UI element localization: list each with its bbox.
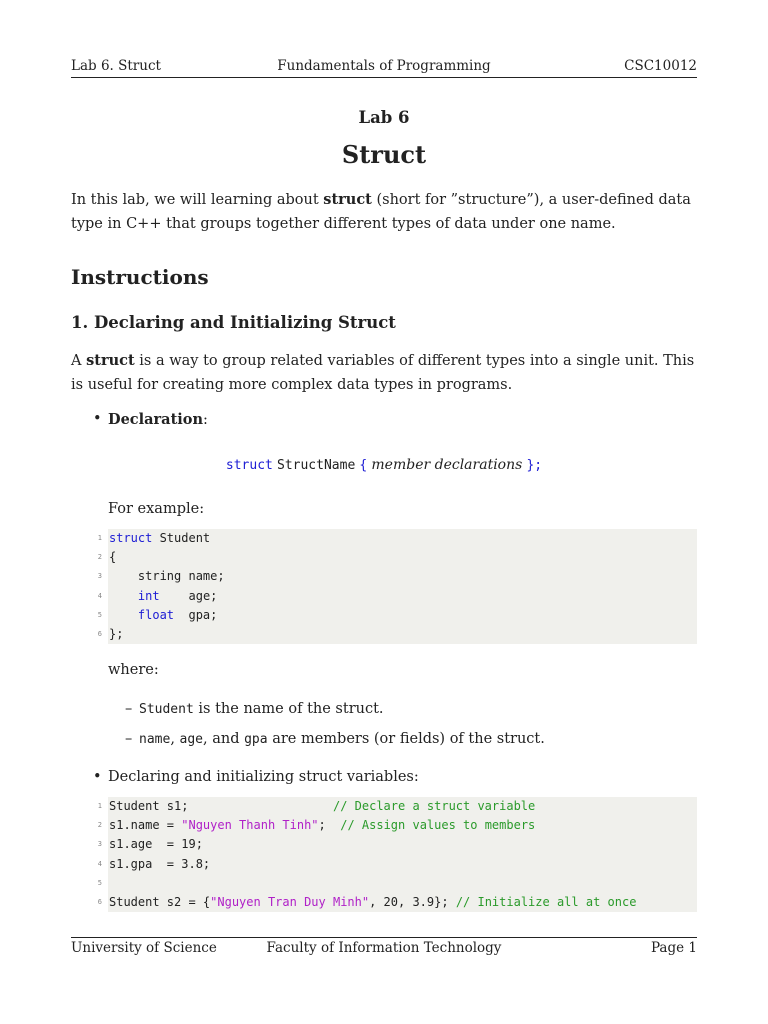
code-comment: // Assign values to members bbox=[340, 818, 536, 833]
line-number: 4 bbox=[97, 859, 102, 868]
footer-right: Page 1 bbox=[650, 940, 697, 956]
line-number: 1 bbox=[97, 534, 102, 542]
code-text: { bbox=[109, 550, 117, 565]
para-text-b: is a way to group related variables of different types into a single unit. This is useful for creating more complex data types in programs. bbox=[71, 353, 695, 393]
code-text: string name; bbox=[109, 569, 225, 584]
bullet-label: Declaration bbox=[108, 411, 203, 428]
section-heading: Instructions bbox=[71, 265, 209, 289]
lab-number: Lab 6 bbox=[358, 108, 410, 127]
code-age: age bbox=[179, 732, 204, 747]
para-text-a: A bbox=[71, 353, 87, 369]
code-block-struct-definition bbox=[97, 529, 697, 644]
code-line bbox=[97, 567, 697, 586]
line-number: 2 bbox=[97, 553, 102, 562]
code-line bbox=[97, 893, 697, 912]
code-student: Student bbox=[139, 702, 194, 717]
decl-close-brace: }; bbox=[526, 458, 543, 473]
code-text: age; bbox=[159, 588, 218, 603]
line-number: 3 bbox=[97, 840, 102, 849]
code-text: Student bbox=[152, 531, 211, 545]
code-text bbox=[109, 608, 138, 622]
bullet-text: Declaring and initializing struct variables: bbox=[108, 769, 419, 785]
code-text: s1.age = 19; bbox=[109, 837, 203, 852]
sep-comma: , bbox=[170, 731, 180, 747]
page-footer bbox=[71, 937, 697, 960]
code-comment: // Declare a struct variable bbox=[332, 799, 536, 813]
code-line bbox=[97, 587, 697, 606]
bullet-dot: • bbox=[93, 411, 102, 427]
intro-text-a: In this lab, we will learning about bbox=[71, 192, 324, 208]
bullet-dot: • bbox=[93, 769, 102, 785]
line-number: 2 bbox=[97, 821, 102, 830]
code-keyword: float bbox=[137, 607, 175, 622]
dash-marker: – bbox=[125, 701, 133, 717]
intro-bold: struct bbox=[323, 191, 372, 208]
dash-marker: – bbox=[125, 731, 133, 747]
intro-paragraph bbox=[71, 188, 697, 236]
code-line bbox=[97, 797, 697, 816]
code-block-struct-variables bbox=[97, 797, 697, 912]
line-number: 5 bbox=[97, 878, 102, 887]
line-number: 6 bbox=[97, 629, 102, 638]
code-line bbox=[97, 529, 697, 548]
sub-bullet-desc: are members (or fields) of the struct. bbox=[267, 731, 545, 747]
struct-paragraph bbox=[71, 349, 697, 397]
code-line bbox=[97, 816, 697, 835]
code-text: gpa; bbox=[174, 607, 218, 622]
header-right: CSC10012 bbox=[624, 58, 697, 74]
code-line bbox=[97, 548, 697, 567]
code-line bbox=[97, 855, 697, 874]
code-text: , 20, 3.9}; bbox=[369, 894, 456, 909]
code-line bbox=[97, 606, 697, 625]
code-line bbox=[97, 835, 697, 854]
page-header bbox=[71, 57, 697, 78]
sub-bullet-desc: is the name of the struct. bbox=[193, 701, 384, 717]
for-example-label: For example: bbox=[108, 501, 205, 517]
code-keyword: struct bbox=[109, 531, 153, 545]
decl-open-brace: { bbox=[359, 458, 368, 473]
line-number: 6 bbox=[97, 897, 102, 906]
code-text: Student s2 = { bbox=[109, 894, 211, 909]
code-keyword: int bbox=[137, 588, 160, 603]
code-text: Student s1; bbox=[109, 799, 333, 813]
sub-bullet-text bbox=[139, 731, 545, 747]
declaration-syntax bbox=[71, 457, 697, 473]
line-number: 1 bbox=[97, 802, 102, 810]
subsection-heading: 1. Declaring and Initializing Struct bbox=[71, 313, 396, 332]
code-string: "Nguyen Thanh Tinh" bbox=[181, 818, 319, 833]
code-name: name bbox=[139, 732, 171, 747]
sep-and: , and bbox=[203, 731, 245, 747]
code-text: ; bbox=[318, 818, 341, 833]
where-label: where: bbox=[108, 662, 159, 678]
decl-placeholder: member declarations bbox=[371, 457, 523, 473]
code-gpa: gpa bbox=[244, 732, 268, 747]
line-number: 3 bbox=[97, 572, 102, 581]
code-comment: // Initialize all at once bbox=[455, 894, 637, 909]
decl-keyword: struct bbox=[225, 458, 273, 473]
bullet-text bbox=[108, 411, 208, 428]
para-bold: struct bbox=[86, 352, 135, 369]
header-left: Lab 6. Struct bbox=[71, 58, 161, 74]
code-text bbox=[109, 589, 138, 603]
code-line bbox=[97, 625, 697, 644]
footer-left: University of Science bbox=[71, 940, 217, 956]
code-text: s1.name = bbox=[109, 818, 182, 833]
line-number: 4 bbox=[97, 591, 102, 600]
code-line bbox=[97, 874, 697, 893]
decl-name: StructName bbox=[277, 458, 356, 473]
code-text: s1.gpa = 3.8; bbox=[109, 856, 211, 871]
code-text: }; bbox=[109, 626, 124, 641]
page-title: Struct bbox=[341, 140, 427, 169]
line-number: 5 bbox=[97, 610, 102, 619]
intro-text-b: (short for ”structure”), a user-defined data type in C++ that groups together different types of data under one name. bbox=[71, 192, 691, 232]
footer-center: Faculty of Information Technology bbox=[266, 940, 502, 956]
sub-bullet-text bbox=[139, 701, 384, 717]
header-center: Fundamentals of Programming bbox=[277, 58, 491, 74]
bullet-suffix: : bbox=[203, 412, 208, 428]
code-string: "Nguyen Tran Duy Minh" bbox=[210, 894, 370, 909]
